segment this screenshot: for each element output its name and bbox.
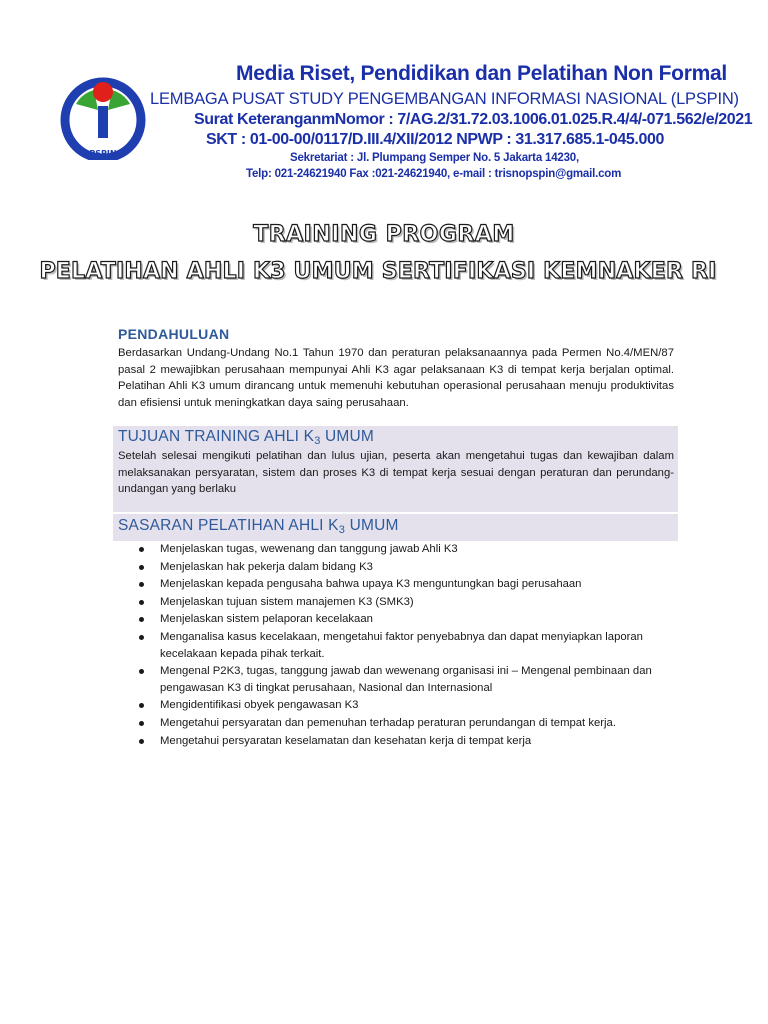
bullet-icon xyxy=(139,721,144,726)
list-item xyxy=(118,611,678,628)
list-item xyxy=(118,576,678,593)
header-contact: Telp: 021-24621940 Fax :021-24621940, e-mail : trisnopspin@gmail.com xyxy=(246,168,622,180)
header-line-3: Surat KeteranganmNomor : 7/AG.2/31.72.03.1006.01.025.R.4/4/-071.562/e/2021 xyxy=(194,111,753,128)
list-item xyxy=(118,715,678,732)
tujuan-heading xyxy=(118,428,374,446)
bullet-icon xyxy=(139,703,144,708)
tujuan-heading-post: UMUM xyxy=(320,428,375,445)
header-line-2: LEMBAGA PUSAT STUDY PENGEMBANGAN INFORMASI NASIONAL (LPSPIN) xyxy=(150,90,739,108)
sasaran-heading-pre: SASARAN PELATIHAN AHLI K xyxy=(118,517,339,534)
sasaran-heading-post: UMUM xyxy=(345,517,399,534)
list-item-text: Menjelaskan hak pekerja dalam bidang K3 xyxy=(160,560,373,573)
bullet-icon xyxy=(139,547,144,552)
list-item xyxy=(118,594,678,611)
bullet-icon xyxy=(139,635,144,640)
list-item xyxy=(118,559,678,576)
list-item-text: Menjelaskan tugas, wewenang dan tanggung jawab Ahli K3 xyxy=(160,543,458,555)
list-item-text: Mengetahui persyaratan dan pemenuhan terhadap peraturan perundangan di tempat kerja. xyxy=(160,716,616,729)
sasaran-heading-sub: 3 xyxy=(338,524,346,536)
list-item xyxy=(118,733,678,750)
list-item-text: Mengenal P2K3, tugas, tanggung jawab dan wewenang organisasi ini – Mengenal pembinaan dan pengawasan K3 di tingkat perusahaan, Nasional dan Internasional xyxy=(160,665,652,694)
list-item-text: Menjelaskan tujuan sistem manajemen K3 (SMK3) xyxy=(160,595,414,608)
list-item xyxy=(118,663,678,696)
list-item xyxy=(118,629,678,662)
sasaran-heading xyxy=(118,517,399,535)
title-training-program: TRAINING PROGRAM xyxy=(253,222,515,247)
bullet-icon xyxy=(139,739,144,744)
list-item-text: Menjelaskan sistem pelaporan kecelakaan xyxy=(160,613,373,626)
bullet-icon xyxy=(139,617,144,622)
list-item xyxy=(118,697,678,714)
list-item-text: Mengetahui persyaratan keselamatan dan kesehatan kerja di tempat kerja xyxy=(160,734,532,747)
lpspin-logo xyxy=(58,70,148,160)
header-line-1: Media Riset, Pendidikan dan Pelatihan Non Formal xyxy=(236,62,727,85)
header-line-4: SKT : 01-00-00/0117/D.III.4/XII/2012 NPWP : 31.317.685.1-045.000 xyxy=(206,131,664,148)
header-address: Sekretariat : Jl. Plumpang Semper No. 5 Jakarta 14230, xyxy=(290,152,579,164)
bullet-icon xyxy=(139,669,144,674)
logo-text: PSPIN xyxy=(89,149,117,158)
list-item-text: Mengidentifikasi obyek pengawasan K3 xyxy=(160,699,359,712)
logo-center-bar xyxy=(98,106,108,138)
sasaran-list xyxy=(118,541,678,750)
bullet-icon xyxy=(139,582,144,587)
tujuan-body: Setelah selesai mengikuti pelatihan dan lulus ujian, peserta akan mengetahui tugas dan kewajiban dalam melaksanakan persyaratan, sistem dan proses K3 di tempat kerja sesuai dengan peraturan dan perundang-undangan yang berlaku xyxy=(118,450,674,496)
list-item xyxy=(118,541,678,558)
list-item-text: Menjelaskan kepada pengusaha bahwa upaya K3 menguntungkan bagi perusahaan xyxy=(160,578,582,591)
tujuan-heading-pre: TUJUAN TRAINING AHLI K xyxy=(118,428,315,445)
logo-red-dot xyxy=(93,82,113,102)
title-pelatihan: PELATIHAN AHLI K3 UMUM SERTIFIKASI KEMNAKER RI xyxy=(39,259,717,284)
pendahuluan-body: Berdasarkan Undang-Undang No.1 Tahun 1970 dan peraturan pelaksanaannya pada Permen No.4/MEN/87 pasal 2 mewajibkan perusahaan mempunyai Ahli K3 agar pelaksanaan K3 di tempat kerja berjalan optimal. Pelatihan Ahli K3 umum dirancang untuk memenuhi kebutuhan operasional perusahaan menuju produktivitas dan efisiensi untuk meningkatkan daya saing perusahaan. xyxy=(118,347,674,409)
bullet-icon xyxy=(139,565,144,570)
bullet-icon xyxy=(139,600,144,605)
pendahuluan-heading: PENDAHULUAN xyxy=(118,326,230,342)
tujuan-heading-sub: 3 xyxy=(314,435,321,447)
list-item-text: Menganalisa kasus kecelakaan, mengetahui faktor penyebabnya dan dapat menyiapkan laporan kecelakaan kepada pihak terkait. xyxy=(160,630,643,660)
